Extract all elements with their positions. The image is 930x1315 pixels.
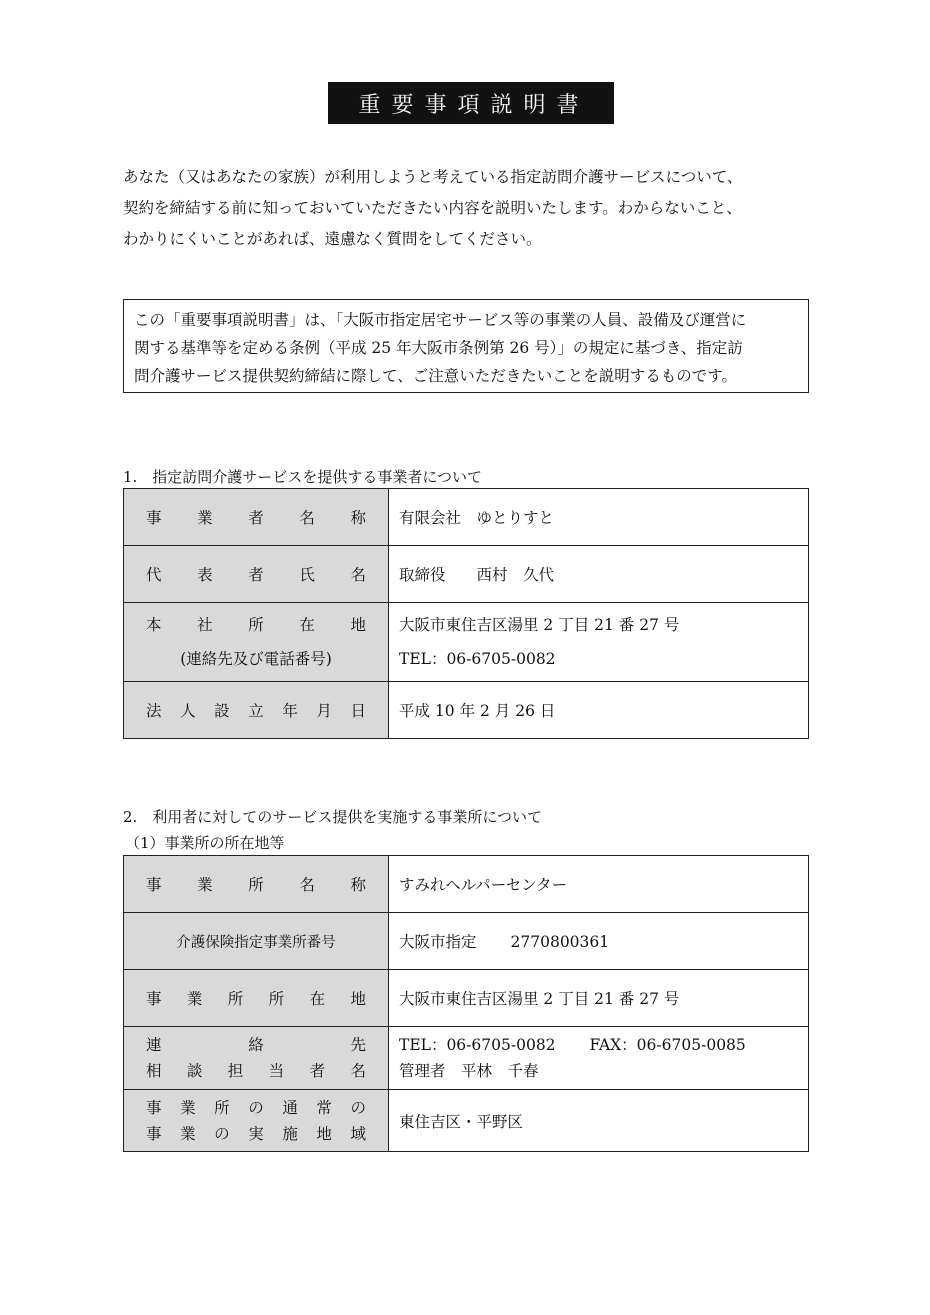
label-char: の	[350, 1098, 366, 1117]
label-char: 地	[350, 616, 366, 634]
label-char: の	[248, 1098, 264, 1117]
label-char: 月	[316, 702, 332, 720]
label-char: 代	[146, 566, 162, 584]
label-char: 者	[248, 509, 264, 527]
label-char: 社	[197, 616, 213, 634]
row-label-sub: (連絡先及び電話番号)	[180, 650, 332, 668]
label-char: 事	[146, 990, 162, 1008]
row-label	[146, 987, 366, 1009]
label-char: 名	[350, 1062, 366, 1080]
section2-subheading: （1）事業所の所在地等	[125, 834, 285, 852]
label-cell	[124, 603, 389, 682]
label-char: 担	[227, 1062, 244, 1080]
table-row	[124, 489, 809, 546]
label-char: 表	[197, 566, 213, 584]
tel-fax-line	[399, 1032, 808, 1058]
row-label	[146, 873, 366, 895]
phone-value: TEL：06-6705-0082	[399, 650, 556, 668]
row-label-sub	[146, 1058, 366, 1084]
table-row	[124, 546, 809, 603]
label-char: 所	[268, 990, 285, 1008]
value-cell: 平成 10 年 2 月 26 日	[389, 682, 809, 739]
label-char: 域	[350, 1124, 366, 1143]
table-row	[124, 603, 809, 682]
label-char: 当	[268, 1062, 285, 1080]
table-row	[124, 1090, 809, 1152]
label-char: 所	[227, 990, 244, 1008]
label-cell	[124, 1090, 389, 1152]
label-char: 業	[180, 1124, 196, 1143]
table-row	[124, 1027, 809, 1090]
label-char: 事	[146, 876, 162, 894]
label-char: 業	[186, 990, 203, 1008]
intro-line: 契約を締結する前に知っておいていただきたい内容を説明いたします。わからないこと、	[123, 199, 742, 217]
value-cell: 東住吉区・平野区	[389, 1090, 809, 1152]
label-cell	[124, 970, 389, 1027]
intro-paragraph	[123, 162, 823, 255]
notice-line: 関する基準等を定める条例（平成 25 年大阪市条例第 26 号）」の規定に基づき、指定訪	[134, 339, 743, 357]
notice-line: この「重要事項説明書」は、「大阪市指定居宅サービス等の事業の人員、設備及び運営に	[134, 311, 747, 329]
value-cell	[389, 913, 809, 970]
table-row	[124, 682, 809, 739]
intro-line: わかりにくいことがあれば、遠慮なく質問をしてください。	[123, 230, 542, 248]
row-label	[146, 608, 366, 642]
row-label	[146, 563, 366, 585]
label-char: 所	[248, 876, 264, 894]
row-label	[146, 699, 366, 721]
label-char: 所	[214, 1098, 230, 1117]
label-cell	[124, 682, 389, 739]
label-char: 日	[350, 702, 366, 720]
label-char: 立	[248, 702, 264, 720]
label-char: 名	[299, 509, 315, 527]
row-label	[146, 1032, 366, 1058]
table-row	[124, 970, 809, 1027]
label-char: 連	[146, 1036, 162, 1054]
intro-line: あなた（又はあなたの家族）が利用しようと考えている指定訪問介護サービスについて、	[123, 168, 743, 186]
label-char: 設	[214, 702, 230, 720]
label-char: 在	[299, 616, 315, 634]
label-char: 人	[180, 702, 196, 720]
label-char: 絡	[248, 1036, 264, 1054]
table-row	[124, 913, 809, 970]
section2-heading: 2. 利用者に対してのサービス提供を実施する事業所について	[123, 808, 543, 826]
section1-heading: 1. 指定訪問介護サービスを提供する事業者について	[123, 468, 483, 486]
label-char: 施	[282, 1124, 298, 1143]
label-char: 通	[282, 1098, 298, 1117]
label-char: 常	[316, 1098, 332, 1117]
tel-value: TEL：06-6705-0082	[399, 1036, 556, 1054]
label-char: 相	[146, 1062, 162, 1080]
value-cell	[389, 1027, 809, 1090]
label-char: 地	[316, 1124, 332, 1143]
address-value: 大阪市東住吉区湯里 2 丁目 21 番 27 号	[399, 616, 680, 634]
label-char: 本	[146, 616, 162, 634]
label-char: 在	[309, 990, 326, 1008]
label-char: 業	[180, 1098, 196, 1117]
label-char: 事	[146, 1098, 162, 1117]
office-table	[123, 855, 809, 1152]
value-cell	[389, 603, 809, 682]
value-cell: 取締役 西村 久代	[389, 546, 809, 603]
label-char: 称	[350, 876, 366, 894]
label-char: 先	[350, 1036, 366, 1054]
label-char: の	[214, 1124, 230, 1143]
notice-box	[123, 299, 809, 393]
label-char: 年	[282, 702, 298, 720]
label-cell	[124, 1027, 389, 1090]
label-char: 者	[309, 1062, 326, 1080]
label-char: 法	[146, 702, 162, 720]
office-number: 2770800361	[510, 933, 610, 951]
label-cell	[124, 489, 389, 546]
label-char: 地	[350, 990, 366, 1008]
row-label	[146, 1095, 366, 1121]
label-char: 業	[197, 509, 213, 527]
label-cell: 介護保険指定事業所番号	[124, 913, 389, 970]
notice-line: 問介護サービス提供契約締結に際して、ご注意いただきたいことを説明するものです。	[134, 367, 737, 385]
label-cell	[124, 546, 389, 603]
value-cell: すみれヘルパーセンター	[389, 856, 809, 913]
label-char: 実	[248, 1124, 264, 1143]
label-char: 名	[299, 876, 315, 894]
label-char: 事	[146, 509, 162, 527]
row-label	[146, 506, 366, 528]
label-char: 業	[197, 876, 213, 894]
label-char: 事	[146, 1124, 162, 1143]
label-char: 名	[350, 566, 366, 584]
value-cell: 有限会社 ゆとりすと	[389, 489, 809, 546]
value-cell: 大阪市東住吉区湯里 2 丁目 21 番 27 号	[389, 970, 809, 1027]
document-title: 重要事項説明書	[328, 82, 614, 124]
label-char: 氏	[299, 566, 315, 584]
contact-person: 管理者 平林 千春	[399, 1062, 539, 1080]
fax-value: FAX：06-6705-0085	[589, 1036, 746, 1054]
label-char: 所	[248, 616, 264, 634]
label-char: 者	[248, 566, 264, 584]
row-label-sub	[146, 1121, 366, 1147]
label-cell	[124, 856, 389, 913]
designation-prefix: 大阪市指定	[399, 933, 477, 951]
label-char: 称	[350, 509, 366, 527]
label-char: 談	[186, 1062, 203, 1080]
table-row	[124, 856, 809, 913]
provider-table	[123, 488, 809, 739]
